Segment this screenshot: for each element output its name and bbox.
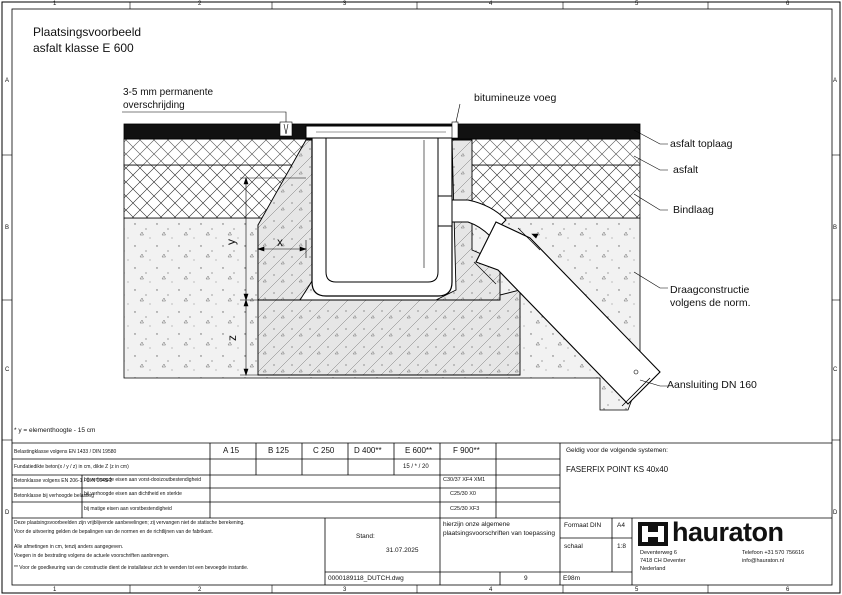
dim-z-label: z	[225, 335, 239, 341]
zone-col-2: 2	[198, 1, 202, 7]
class-c250: C 250	[313, 446, 335, 455]
dim-y-label: y	[224, 239, 238, 245]
zone-row-a-right: A	[833, 78, 838, 84]
dim-x-label: x	[277, 235, 283, 249]
exposure-row-2-value: C25/30 X0	[450, 491, 476, 497]
scale-value: 1:8	[617, 543, 627, 550]
load-class-label: Belastingklasse volgens EN 1433 / DIN 19580	[14, 449, 117, 455]
drawing-title-line2: asfalt klasse E 600	[33, 41, 134, 55]
class-b125: B 125	[268, 446, 289, 455]
conditions-line2: plaatsingsvoorschriften van toepassing	[443, 530, 556, 537]
zone-col-6-bottom: 6	[786, 587, 790, 593]
footnote: * y = elementhoogte - 15 cm	[14, 427, 96, 434]
scale-label: schaal	[564, 543, 583, 550]
zone-row-c: C	[5, 367, 10, 373]
zone-row-d: D	[5, 510, 10, 516]
zone-col-5: 5	[635, 1, 639, 7]
hauraton-logo-icon	[638, 522, 668, 546]
subgrade-label-2: volgens de norm.	[670, 297, 751, 309]
class-e600: E 600**	[405, 446, 433, 455]
zone-col-1-bottom: 1	[53, 587, 57, 593]
company-phone: Telefoon +31 570 756616	[742, 550, 805, 556]
exposure-row-1-value: C30/37 XF4 XM1	[443, 477, 486, 483]
file-name: 0000189118_DUTCH.dwg	[328, 575, 404, 582]
zone-col-4: 4	[489, 1, 493, 7]
class-a15: A 15	[223, 446, 240, 455]
class-d400: D 400**	[354, 446, 382, 455]
asphalt-top-label: asfalt toplaag	[670, 138, 733, 150]
cross-section-drawing	[122, 104, 668, 410]
drawing-code: E98m	[563, 575, 580, 582]
company-name: hauraton	[672, 517, 784, 547]
note-3: Alle afmetingen in cm, tenzij anders aangegeven.	[14, 544, 124, 550]
joint-note-2: overschrijding	[123, 100, 185, 111]
exposure-row-2-label: bij verhoogde eisen aan dichtheid en sterkte	[84, 491, 182, 497]
channel-inner	[326, 128, 438, 282]
zone-col-2-bottom: 2	[198, 587, 202, 593]
note-2: Voor de uitvoering gelden de bepalingen van de normen en de richtlijnen van de fabrikant.	[14, 529, 214, 535]
zone-row-a: A	[5, 78, 10, 84]
binder-label: Bindlaag	[673, 204, 714, 216]
note-4: Voegen in de bestrating volgens de actuele voorschriften aanbrengen.	[14, 553, 170, 559]
foundation-label: Fundatiedikte beton(x / y / z) in cm, dikte Z (z in cm)	[14, 464, 129, 470]
bitumen-joint-label: bitumineuze voeg	[474, 92, 557, 104]
conditions-line1: hierzijn onze algemene	[443, 521, 510, 528]
zone-col-3-bottom: 3	[343, 587, 347, 593]
format-value: A4	[617, 522, 625, 529]
company-address-1: Deventerweg 6	[640, 550, 677, 556]
zone-row-b-right: B	[833, 225, 838, 231]
exposure-row-3-value: C25/30 XF3	[450, 506, 480, 512]
exposure-row-3-label: bij matige eisen aan vorstbestendigheid	[84, 506, 172, 512]
zone-col-1: 1	[53, 1, 57, 7]
format-label: Formaat DIN	[564, 522, 602, 529]
zone-row-b: B	[5, 225, 10, 231]
company-country: Nederland	[640, 566, 666, 572]
joint-note-1: 3-5 mm permanente	[123, 87, 214, 98]
zone-row-d-right: D	[833, 510, 838, 516]
valid-systems-header: Geldig voor de volgende systemen:	[566, 447, 668, 454]
foundation-base	[258, 290, 520, 375]
system-name: FASERFIX POINT KS 40x40	[566, 465, 669, 474]
company-address-2: 7418 CH Deventer	[640, 558, 686, 564]
asphalt-label: asfalt	[673, 164, 699, 176]
foundation-value: 15 / * / 20	[403, 464, 429, 470]
exposure-label-2: Betonklasse bij verhoogde belasting	[14, 493, 95, 499]
zone-col-6: 6	[786, 1, 790, 7]
zone-col-3: 3	[343, 1, 347, 7]
zone-col-4-bottom: 4	[489, 587, 493, 593]
exposure-row-1-label: bij verhoogde eisen aan vorst-dooizoutbestendigheid	[84, 477, 202, 483]
drawing-title-line1: Plaatsingsvoorbeeld	[33, 25, 142, 39]
company-email: info@hauraton.nl	[742, 558, 784, 564]
bitumen-joint	[452, 122, 458, 138]
zone-col-5-bottom: 5	[635, 587, 639, 593]
note-5: ** Voor de goedkeuring van de constructie dient de installateur zich te wenden tot een bevoegde instantie.	[14, 565, 249, 571]
connection-label: Aansluiting DN 160	[667, 379, 757, 391]
stand-date: 31.07.2025	[386, 547, 419, 554]
note-1: Deze plaatsingsvoorbeelden zijn vrijblijvende aanbevelingen; zij vervangen niet de statische berekening.	[14, 520, 245, 526]
stand-label: Stand:	[356, 533, 375, 540]
exposure-label-1: Betonklasse volgens EN 206-1 / DIN 1045-2	[14, 478, 113, 484]
subgrade-label-1: Draagconstructie	[670, 284, 750, 296]
sheet-number: 9	[524, 575, 528, 582]
zone-row-c-right: C	[833, 367, 838, 373]
class-f900: F 900**	[453, 446, 480, 455]
